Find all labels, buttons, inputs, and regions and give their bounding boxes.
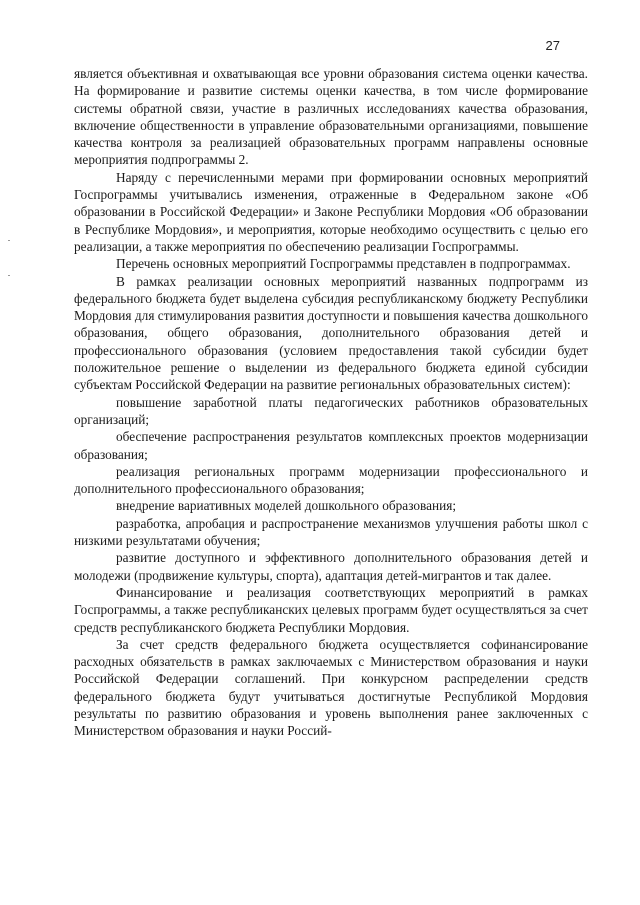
paragraph: В рамках реализации основных мероприятий названных подпрограмм из федерального бюджета будет выделена субсидия республиканскому бюджету Республики Мордовия для стимулирования развития доступности и повышения качества дошкольного образования, общего образования, дополнительного образования детей и профессионального образования (условием предоставления такой субсидии будет положительное решение о выделении из федерального бюджета единой субсидии субъектам Российской Федерации на развитие региональных образовательных систем): (74, 273, 588, 393)
list-item: повышение заработной платы педагогических работников образовательных организаций; (74, 394, 588, 427)
page-number: 27 (545, 38, 560, 53)
paragraph: Перечень основных мероприятий Госпрограммы представлен в подпрограммах. (116, 256, 571, 272)
paragraph: Наряду с перечисленными мерами при формировании основных мероприятий Госпрограммы учитывались изменения, отраженные в Федеральном законе «Об образовании в Российской Федерации» и Законе Республики Мордовия «Об образовании в Республике Мордовия», и мероприятия, которые необходимо осуществить с целью его реализации, а также мероприятия по обеспечению реализации Госпрограммы. (74, 169, 588, 254)
scan-artifact (8, 275, 10, 276)
list-item: реализация региональных программ модернизации профессионального и дополнительного профессионального образования; (74, 463, 588, 497)
list-item: развитие доступного и эффективного дополнительного образования детей и молодежи (продвижение культуры, спорта), адаптация детей-мигрантов и так далее. (74, 550, 588, 583)
list-item: разработка, апробация и распространение механизмов улучшения работы школ с низкими результатами обучения; (74, 515, 588, 549)
paragraph-continuation: является объективная и охватывающая все уровни образования система оценки качества. На формирование и развитие системы оценки качества, в том числе формирование системы обратной связи, участие в различных исследованиях качества образования, включение общественности в управление образовательными организациями, повышение качества контроля за реализацией образовательных программ направлены основные мероприятия подпрограммы 2. (74, 66, 588, 168)
paragraph: Финансирование и реализация соответствующих мероприятий в рамках Госпрограммы, а также республиканских целевых программ будет осуществляться за счет средств республиканского бюджета Республики Мордовия. (74, 584, 588, 635)
paragraph: За счет средств федерального бюджета осуществляется софинансирование расходных обязательств в рамках заключаемых с Министерством образования и науки Российской Федерации соглашений. При конкурсном распределении средств федерального бюджета будут учитываться достигнутые Республикой Мордовия результаты по развитию образования и уровень выполнения ранее заключенных с Министерством образования и науки Россий- (74, 636, 588, 739)
list-item: внедрение вариативных моделей дошкольного образования; (116, 498, 457, 514)
scan-artifact (8, 240, 10, 241)
document-body (74, 65, 588, 740)
list-item: обеспечение распространения результатов комплексных проектов модернизации образования; (74, 429, 588, 462)
